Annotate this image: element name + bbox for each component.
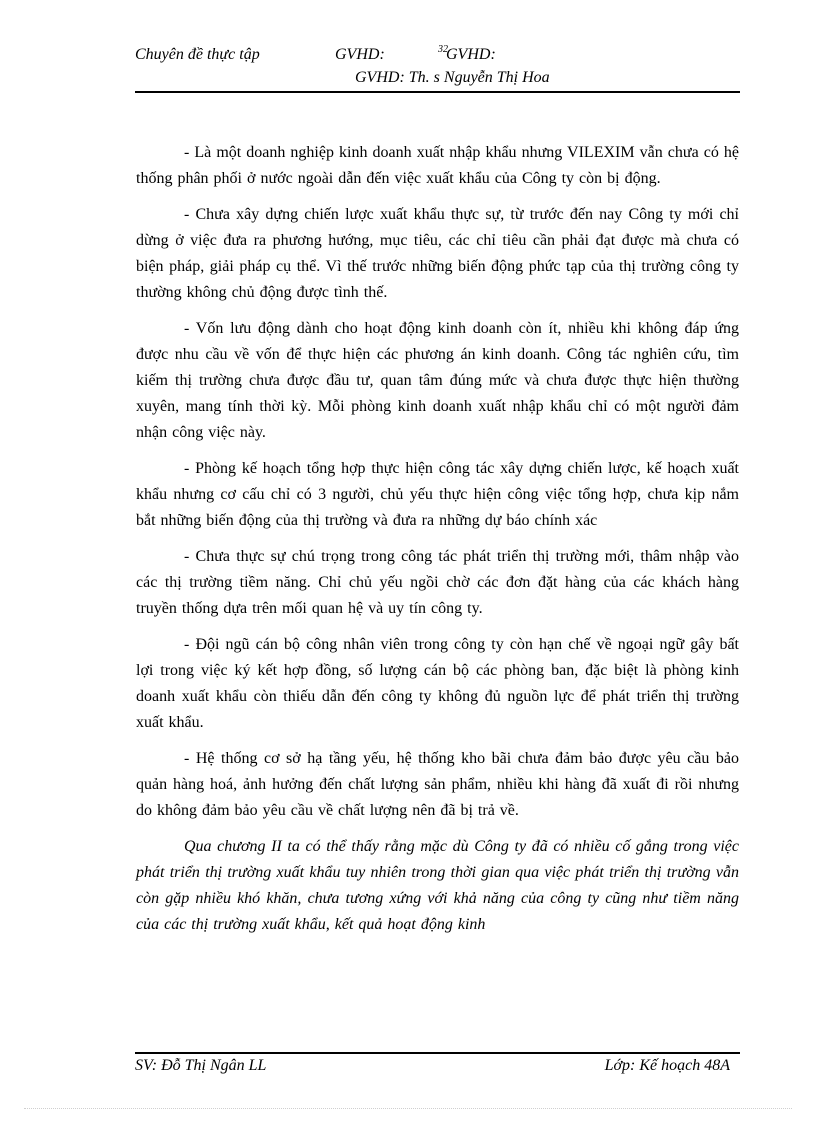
- header-rule: [135, 91, 740, 93]
- footer-student: SV: Đỗ Thị Ngân LL: [135, 1057, 267, 1074]
- page-header: [135, 46, 740, 92]
- paragraph: - Hệ thống cơ sở hạ tầng yếu, hệ thống kho bãi chưa đảm bảo được yêu cầu bảo quản hàng hoá, ảnh hưởng đến chất lượng sản phẩm, nhiều khi hàng đã xuất đi rồi nhưng do không đảm bảo yêu cầu về chất lượng nên đã bị trả về.: [136, 750, 739, 819]
- footer-class: Lớp: Kế hoạch 48A: [604, 1057, 730, 1074]
- header-advisor: GVHD: Th. s Nguyễn Thị Hoa: [355, 69, 550, 86]
- header-gvhd-label-2: GVHD:: [446, 46, 496, 63]
- header-superscript: 32: [438, 44, 448, 55]
- paragraph: - Chưa thực sự chú trọng trong công tác phát triển thị trường mới, thâm nhập vào các thị trường tiềm năng. Chỉ chủ yếu ngồi chờ các đơn đặt hàng của các khách hàng truyền thống dựa trên mối quan hệ và uy tín công ty.: [136, 548, 739, 617]
- page-footer: [135, 1057, 740, 1079]
- closing-paragraph: Qua chương II ta có thể thấy rằng mặc dù Công ty đã có nhiều cố gắng trong việc phát triển thị trường xuất khẩu tuy nhiên trong thời gian qua việc phát triển thị trường vẫn còn gặp nhiều khó khăn, chưa tương xứng với khả năng của công ty cũng như tiềm năng của các thị trường xuất khẩu, kết quả hoạt động kinh: [136, 838, 739, 933]
- header-topic: Chuyên đề thực tập: [135, 46, 260, 63]
- paragraph: - Chưa xây dựng chiến lược xuất khẩu thực sự, từ trước đến nay Công ty mới chỉ dừng ở việc đưa ra phương hướng, mục tiêu, các chỉ tiêu cần phải đạt được mà chưa có biện pháp, giải pháp cụ thể. Vì thế trước những biến động phức tạp của thị trường công ty thường không chủ động được tình thế.: [136, 206, 739, 301]
- document-body: [136, 140, 739, 948]
- paragraph: - Phòng kế hoạch tổng hợp thực hiện công tác xây dựng chiến lược, kế hoạch xuất khẩu nhưng cơ cấu chỉ có 3 người, chủ yếu thực hiện công việc tổng hợp, chưa kịp nắm bắt những biến động của thị trường và đưa ra những dự báo chính xác: [136, 460, 739, 529]
- paragraph: - Đội ngũ cán bộ công nhân viên trong công ty còn hạn chế về ngoại ngữ gây bất lợi trong việc ký kết hợp đồng, số lượng cán bộ các phòng ban, đặc biệt là phòng kinh doanh xuất khẩu còn thiếu dẫn đến công ty không đủ nguồn lực để phát triển thị trường xuất khẩu.: [136, 636, 739, 731]
- paragraph: - Là một doanh nghiệp kinh doanh xuất nhập khẩu nhưng VILEXIM vẫn chưa có hệ thống phân phối ở nước ngoài dẫn đến việc xuất khẩu của Công ty còn bị động.: [136, 144, 739, 187]
- paragraph: - Vốn lưu động dành cho hoạt động kinh doanh còn ít, nhiều khi không đáp ứng được nhu cầu về vốn để thực hiện các phương án kinh doanh. Công tác nghiên cứu, tìm kiếm thị trường chưa được đầu tư, quan tâm đúng mức và chưa được thực hiện thường xuyên, mang tính thời kỳ. Mỗi phòng kinh doanh xuất nhập khẩu chỉ có một người đảm nhận công việc này.: [136, 320, 739, 441]
- footer-rule: [135, 1052, 740, 1054]
- page-bottom-border: [24, 1108, 792, 1109]
- header-gvhd-label: GVHD:: [335, 46, 385, 63]
